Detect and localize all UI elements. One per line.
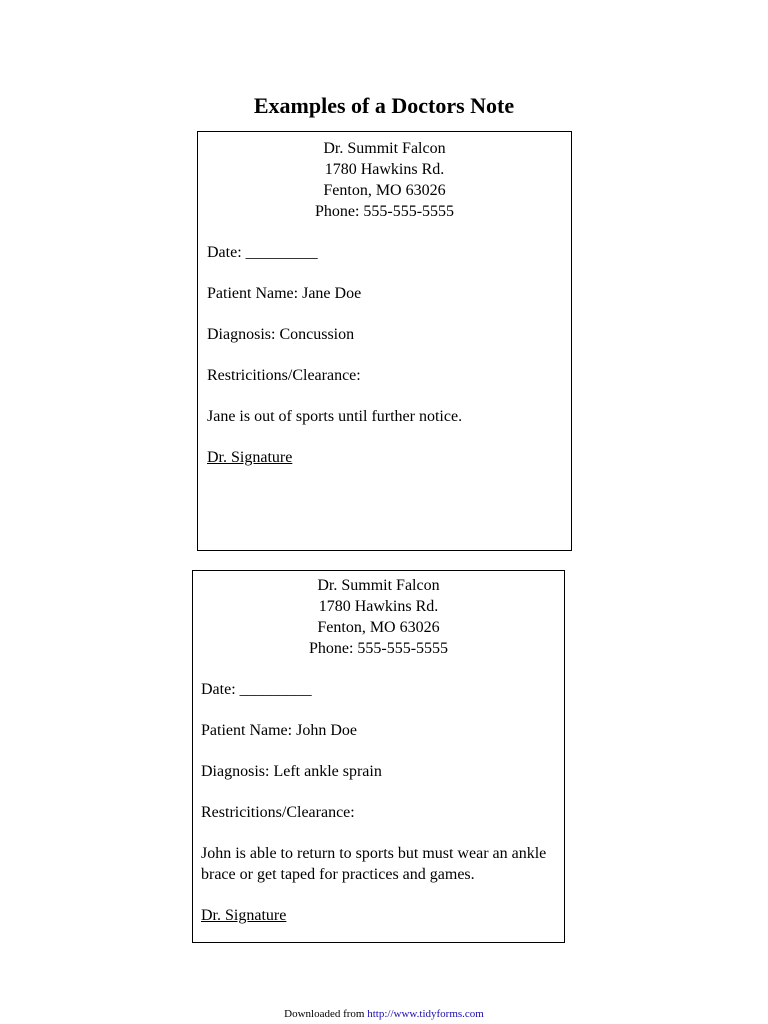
doctor-name: Dr. Summit Falcon (317, 577, 440, 594)
doctor-phone: Phone: 555-555-5555 (308, 640, 449, 657)
doctor-phone: Phone: 555-555-5555 (314, 203, 455, 220)
doctor-city: Fenton, MO 63026 (317, 619, 440, 636)
patient-name: Patient Name: Jane Doe (207, 285, 362, 302)
doctor-name: Dr. Summit Falcon (323, 140, 446, 157)
diagnosis: Diagnosis: Left ankle sprain (201, 763, 382, 780)
doctor-address: 1780 Hawkins Rd. (324, 161, 445, 178)
diagnosis: Diagnosis: Concussion (207, 326, 355, 343)
signature-label: Dr. Signature (201, 907, 287, 924)
signature-line (201, 905, 556, 926)
footer-prefix: Downloaded from (284, 1008, 365, 1020)
download-footer (0, 1007, 768, 1021)
doctor-header (207, 138, 562, 222)
signature-line (207, 447, 562, 468)
doctor-header (201, 575, 556, 659)
patient-name: Patient Name: John Doe (201, 722, 357, 739)
signature-label: Dr. Signature (207, 449, 293, 466)
doctor-address: 1780 Hawkins Rd. (318, 598, 439, 615)
date-field: Date: _________ (207, 244, 318, 261)
page-title: Examples of a Doctors Note (253, 93, 515, 118)
restrictions-text: Jane is out of sports until further notice. (207, 408, 463, 425)
restrictions-label: Restricitions/Clearance: (207, 367, 361, 384)
date-field: Date: _________ (201, 681, 312, 698)
restrictions-text: John is able to return to sports but must wear an ankle brace or get taped for practices and games. (201, 845, 547, 883)
tidyforms-link[interactable]: http://www.tidyforms.com (367, 1008, 484, 1020)
restrictions-label: Restricitions/Clearance: (201, 804, 355, 821)
doctors-note-jane-doe (197, 131, 572, 551)
doctors-note-john-doe (192, 570, 565, 943)
doctor-city: Fenton, MO 63026 (323, 182, 446, 199)
